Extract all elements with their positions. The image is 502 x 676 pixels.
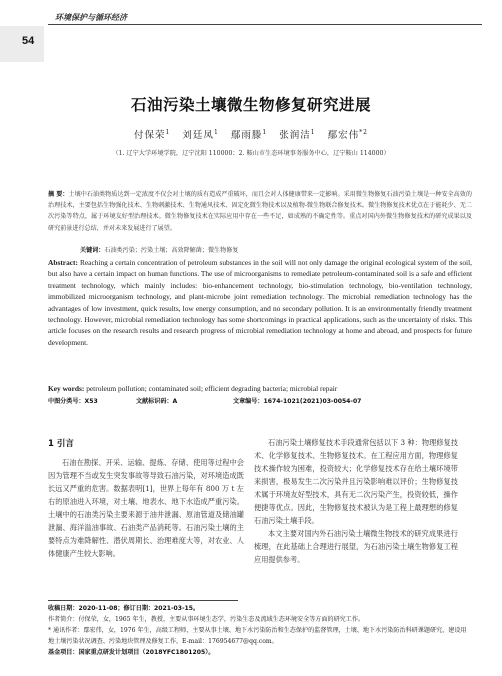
keywords-en-label: Key words: — [48, 384, 85, 393]
footnote-rule — [48, 600, 238, 601]
author-affil-mark: 1 — [262, 128, 268, 136]
footnote-fund: 基金项目：国家重点研发计划项目（2018YFC1801205）。 — [48, 649, 215, 656]
author-affil-mark: *2 — [359, 128, 368, 136]
abstract-en-text: Reaching a certain concentration of petroleum substances in the soil will not only damage the original ecological system of the soil, but also have a certain impact on human functions. The use of microorganisms to remediate petroleum-contaminated soil is a safe and efficient treatment technology, which mainly includes: bio-enhancement technology, bio-stimulation technology, bio-ventilation technology, immobilized microorganism technology, and plant-microbe joint remediation technology. The microbial remediation technology has the advantages of low investment, quick results, low energy consumption, and no secondary pollution. It is an environmentally friendly treatment technology. However, microbial remediation technology has some shortcomings in practical applications, such as the uncertainty of risks. This article focuses on the research results and research progress of microbial remediation technology at home and abroad, and prospects for future development. — [48, 258, 472, 347]
author-list — [0, 127, 502, 141]
author-name: 张润洁 — [279, 130, 311, 141]
footnote-received: 收稿日期：2020-11-08；修订日期：2021-03-15。 — [48, 605, 200, 612]
clc-number: 中图分类号：X53 — [48, 398, 98, 405]
article-title: 石油污染土壤微生物修复研究进展 — [130, 96, 371, 114]
keywords-cn-text: 石油类污染；污染土壤；高效降解菌；微生物修复 — [104, 247, 239, 254]
author-name: 付保荣 — [134, 130, 166, 141]
section-heading-introduction: 1 引言 — [48, 439, 74, 449]
running-head: 环境保护与循环经济 — [55, 12, 127, 22]
body-paragraph: 本文主要对国内外石油污染土壤微生物技术的研究成果进行梳理，在此基础上合理进行展望，为石油污染土壤生物修复工程应用提供参考。 — [254, 529, 458, 564]
document-code: 文献标识码：A — [136, 398, 178, 405]
abstract-en — [48, 257, 472, 348]
author-name: 鄢宏伟 — [327, 130, 360, 141]
footnote-corresponding: * 通讯作者：鄢宏伟，女，1976 年生，高级工程师，主要从事土壤、地下水污染防治和生态保护的监督管理，土壤、地下水污染防治科研课题研究，建设用地土壤污染状况调查、污染地块管理及修复工作，E-mail：176954677@qq.com。 — [48, 627, 467, 645]
author-affil-mark: 1 — [310, 128, 316, 136]
keywords-cn-label: 关键词： — [80, 247, 105, 254]
abstract-en-label: Abstract: — [48, 258, 78, 267]
footnote-author-bio: 作者简介：付保荣，女，1965 年生，教授，主要从事环境生态学，污染生态及流域生态环境安全等方面的研究工作。 — [48, 616, 365, 623]
keywords-en-text: petroleum pollution; contaminated soil; efficient degrading bacteria; microbial repair — [86, 384, 338, 393]
abstract-cn-label: 摘 要： — [48, 191, 69, 198]
header-rule — [48, 24, 482, 25]
keywords-cn — [80, 245, 472, 254]
affiliation: （1. 辽宁大学环境学院，辽宁沈阳 110000；2. 鞍山市生态环境事务服务中心，辽宁鞍山 114000） — [112, 150, 390, 157]
abstract-cn-text: 土壤中石油类物质达到一定浓度不仅会对土壤的质有造成严重破坏，而且会对人体健康带来一定影响。采用微生物修复石油污染土壤是一种安全高效的治理技术，主要包括生物强化技术、生物刺激技术、生物通风技术、固定化微生物技术以及植物-微生物联合修复技术。微生物修复技术优点在于能耗少、无二次污染等特点，属于环境友好型治理技术。微生物修复技术在实际应用中存在一些不足，如成熟的不确定性等。重点对国内外微生物修复技术的研究成果以及研究前景进行总结，并对未来发展进行了展望。 — [48, 191, 472, 232]
body-paragraph: 石油污染土壤修复技术手段通常包括以下 3 种：物理修复技术、化学修复技术、生物修复技术。在工程应用方面，物理修复技术操作较为困难，投资较大；化学修复技术存在给土壤环境带来损害，极易发生二次污染并且污染影响难以评价；生物修复技术属于环境友好型技术，具有无二次污染产生，投资较低，操作便捷等优点。因此，生物修复技术被认为是工程上最理想的修复石油污染土壤手段。 — [254, 438, 458, 525]
author-affil-mark: 1 — [213, 128, 219, 136]
article-number: 文章编号：1674-1021(2021)03-0054-07 — [233, 398, 362, 405]
footnotes — [48, 603, 472, 658]
body-right-column — [254, 436, 458, 566]
author-affil-mark: 1 — [165, 128, 171, 136]
author-name: 刘廷凤 — [182, 130, 214, 141]
author-name: 鄢雨滕 — [230, 130, 263, 141]
page-number: 54 — [22, 35, 35, 47]
abstract-cn — [48, 189, 472, 234]
body-left-column: 石油在勘探、开采、运输、提炼、存储、使用等过程中会因为管理不当或发生突发事故等导致石油污染，对环境造成既长远又严重的危害。数据表明[1]，世界上每年有 800 万 t 左右的原油进入环境，对土壤、地表水、地下水造成严重污染。土壤中的石油类污染主要来源于油井泄漏、原油管道及储油罐泄漏、海洋溢油事故、石油类产品消耗等。石油污染土壤的主要特点为难降解性、潜伏周期长、治理难度大等，对农业、人体健康产生较大影响。 — [48, 458, 244, 558]
keywords-en — [48, 384, 472, 393]
